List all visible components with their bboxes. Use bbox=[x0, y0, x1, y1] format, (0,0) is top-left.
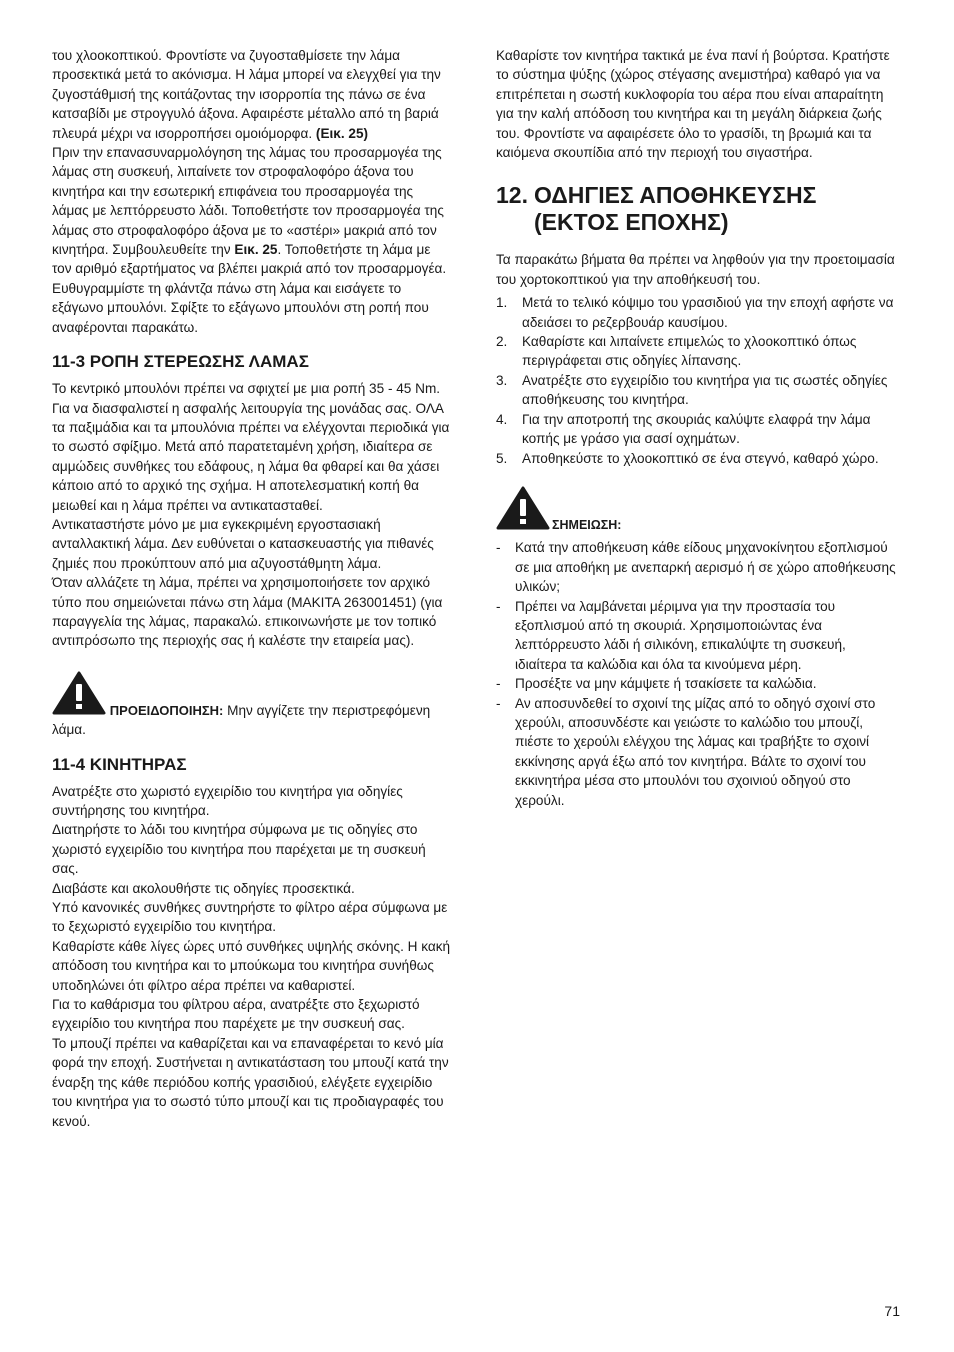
paragraph bbox=[52, 143, 452, 337]
figure-reference: Εικ. 25 bbox=[234, 242, 278, 258]
paragraph: Το μπουζί πρέπει να καθαρίζεται και να επαναφέρεται το κενό μία φορά την εποχή. Συστήνεται η αντικατάσταση του μπουζί κατά την έναρξη της κάθε περιόδου κοπής γρασιδιού, ελέγξετε εγχειρίδιο του κινητήρα για το σωστό τύπο μπουζί και τις προδιαγραφές του κενού. bbox=[52, 1035, 449, 1129]
storage-steps-list bbox=[496, 293, 900, 468]
right-column bbox=[496, 46, 900, 810]
section-heading-11-4: 11-4 ΚΙΝΗΤΗΡΑΣ bbox=[52, 754, 187, 774]
warning-triangle-icon bbox=[52, 671, 106, 720]
figure-reference: (Εικ. 25) bbox=[315, 125, 369, 141]
list-text: Ανατρέξτε στο εγχειρίδιο του κινητήρα για τις σωστές οδηγίες αποθήκευσης του κινητήρα. bbox=[522, 372, 888, 408]
paragraph: Διαβάστε και ακολουθήστε τις οδηγίες προσεκτικά. bbox=[52, 880, 355, 896]
paragraph-text: του χλοοκοπτικού. Φροντίστε να ζυγοσταθμίσετε την λάμα προσεκτικά μετά το ακόνισμα. Η λάμα μπορεί να ελεγχθεί για την ζυγοστάθμισή της κοιτάζοντας την ισορροπία της πάνω σε ένα κατσαβίδι με στρογγυλό άξονα. Αφαιρέστε μέταλλο από τη βαριά πλευρά μέχρι να ισορροπήσει ομοιόμορφα. bbox=[52, 48, 441, 141]
list-dash: - bbox=[496, 540, 501, 556]
list-text: Μετά το τελικό κόψιμο του γρασιδιού για την εποχή αφήστε να αδειάσει το ρεζερβουάρ καυσίμου. bbox=[522, 295, 894, 330]
paragraph: Το κεντρικό μπουλόνι πρέπει να σφιχτεί με μια ροπή 35 - 45 Nm. Για να διασφαλιστεί η ασφαλής λειτουργία της μονάδας σας. ΟΛΑ τα παξιμάδια και τα μπουλόνια πρέπει να ελέγχονται περιοδικά για το σωστό σφίξιμο. Μετά από παρατεταμένη χρήση, ιδιαίτερα σε αμμώδεις συνθήκες του εδάφους, η λάμα θα φθαρεί και θα χάσει κάποιο από το αρχικό της σχήμα. Η αποτελεσματική κοπή θα μειωθεί και η λάμα πρέπει να αντικατασταθεί. bbox=[52, 381, 450, 513]
paragraph: Όταν αλλάζετε τη λάμα, πρέπει να χρησιμοποιήσετε τον αρχικό τύπο που σημειώνεται πάνω στη λάμα (MAKITA 263001451) (για παραγγελία της λάμας, παρακαλώ. επικοινωνήστε με τον τοπικό αντιπρόσωπο της περιοχής σας ή καλέστε την εταιρεία μας). bbox=[52, 575, 443, 649]
note-list bbox=[496, 538, 900, 810]
list-item bbox=[496, 410, 900, 449]
paragraph: Τα παρακάτω βήματα θα πρέπει να ληφθούν για την προετοιμασία του χορτοκοπτικού για την αποθήκευσή του. bbox=[496, 252, 895, 287]
warning-block bbox=[52, 671, 452, 740]
warning-label: ΠΡΟΕΙΔΟΠΟΙΗΣΗ: bbox=[109, 702, 224, 718]
warning-triangle-icon bbox=[496, 486, 550, 535]
list-item bbox=[496, 597, 900, 675]
paragraph: Αντικαταστήστε μόνο με μια εγκεκριμένη εργοστασιακή ανταλλακτική λάμα. Δεν ευθύνεται ο κατασκευαστής για πιθανές ζημιές που προκύπτουν από μια αζυγοστάθμητη λάμα. bbox=[52, 516, 434, 571]
list-number: 4. bbox=[496, 411, 508, 427]
list-number: 5. bbox=[496, 450, 508, 466]
list-text: Προσέξτε να μην κάμψετε ή τσακίσετε τα καλώδια. bbox=[515, 676, 817, 692]
section-title-line: (ΕΚΤΟΣ ΕΠΟΧΗΣ) bbox=[534, 209, 729, 236]
warning-text: Μην αγγίζετε την περιστρεφόμενη λάμα. bbox=[52, 702, 431, 738]
paragraph bbox=[52, 46, 452, 143]
paragraph: Διατηρήστε το λάδι του κινητήρα σύμφωνα με τις οδηγίες στο χωριστό εγχειρίδιο του κινητήρα που παρέχεται με τη συσκευή σας. bbox=[52, 822, 426, 877]
paragraph: Καθαρίστε τον κινητήρα τακτικά με ένα πανί ή βούρτσα. Κρατήστε το σύστημα ψύξης (χώρος στέγασης ανεμιστήρα) καθαρό για να επιτρέπεται η σωστή κυκλοφορία του αέρα που είναι απαραίτητη για την καλή απόδοση του κινητήρα και τη μεγάλη διάρκεια ζωής του. Φροντίστε να αφαιρέσετε όλο το γρασίδι, τη βρωμιά και τα καιόμενα σκουπίδια από την περιοχή του σιγαστήρα. bbox=[496, 48, 890, 161]
section-heading-11-3: 11-3 ΡΟΠΗ ΣΤΕΡΕΩΣΗΣ ΛΑΜΑΣ bbox=[52, 352, 309, 372]
section-number: 12. bbox=[496, 182, 528, 209]
note-block bbox=[496, 486, 900, 810]
list-dash: - bbox=[496, 676, 501, 692]
section-heading-12 bbox=[496, 182, 900, 236]
list-text: Αν αποσυνδεθεί το σχοινί της μίζας από το οδηγό σχοινί στο χερούλι, αποσυνδέστε και γειώστε το καλώδιο του μπουζί, πιέστε το χερούλι ελέγχου της λάμας και τραβήξτε το σχοινί εκκίνησης αργά έξω από τον κινητήρα. Βάλτε το σχοινί του εκκινητήρα μέσα στο μπουλόνι του σχοινιού οδηγού στο χερούλι. bbox=[515, 695, 876, 808]
list-item bbox=[496, 371, 900, 410]
list-number: 1. bbox=[496, 295, 508, 311]
paragraph: Ανατρέξτε στο χωριστό εγχειρίδιο του κινητήρα για οδηγίες συντήρησης του κινητήρα. bbox=[52, 783, 403, 818]
list-dash: - bbox=[496, 695, 501, 711]
paragraph: Καθαρίστε κάθε λίγες ώρες υπό συνθήκες υψηλής σκόνης. Η κακή απόδοση του κινητήρα και το μπούκωμα του κινητήρα συνήθως υποδηλώνει ότι φίλτρο αέρα πρέπει να καθαριστεί. bbox=[52, 938, 451, 993]
list-item bbox=[496, 674, 900, 693]
list-text: Αποθηκεύστε το χλοοκοπτικό σε ένα στεγνό, καθαρό χώρο. bbox=[522, 450, 879, 466]
paragraph: Για το καθάρισμα του φίλτρου αέρα, ανατρέξτε στο ξεχωριστό εγχειρίδιο του κινητήρα που παρέχετε με την συσκευή σας. bbox=[52, 997, 420, 1032]
list-text: Κατά την αποθήκευση κάθε είδους μηχανοκίνητου εξοπλισμού σε μια αποθήκη με ανεπαρκή αερισμό ή σε χώρο αποθήκευσης υλικών; bbox=[515, 540, 896, 595]
list-item bbox=[496, 332, 900, 371]
paragraph: Υπό κανονικές συνθήκες συντηρήστε το φίλτρο αέρα σύμφωνα με το ξεχωριστό εγχειρίδιο του κινητήρα. bbox=[52, 900, 448, 935]
list-text: Καθαρίστε και λιπαίνετε επιμελώς το χλοοκοπτικό όπως περιγράφεται στις οδηγίες λίπανσης. bbox=[522, 334, 857, 369]
list-item bbox=[496, 694, 900, 810]
list-item bbox=[496, 449, 900, 468]
section-title-line: ΟΔΗΓΙΕΣ ΑΠΟΘΗΚΕΥΣΗΣ bbox=[534, 182, 817, 209]
list-dash: - bbox=[496, 598, 501, 614]
note-label: ΣΗΜΕΙΩΣΗ: bbox=[552, 517, 622, 532]
page-number: 71 bbox=[884, 1303, 900, 1319]
list-item bbox=[496, 538, 900, 596]
list-number: 3. bbox=[496, 372, 508, 388]
paragraph-text: Πριν την επανασυναρμολόγηση της λάμας του προσαρμογέα της λάμας στη συσκευή, λιπαίνετε τον στροφαλοφόρο άξονα του κινητήρα και την εσωτερική επιφάνεια του προσαρμογέα της λάμας με λεπτόρρευστο λάδι. Τοποθετήστε τον προσαρμογέα της λάμας στο στροφαλοφόρο άξονα με το «αστέρι» μακριά από τον κινητήρα. Συμβουλευθείτε την bbox=[52, 145, 444, 258]
list-text: Πρέπει να λαμβάνεται μέριμνα για την προστασία του εξοπλισμού από τη σκουριά. Χρησιμοποιώντας ένα λεπτόρρευστο λάδι ή σιλικόνη, επικαλύψτε τη συσκευή, ιδιαίτερα τα καλώδια και όλα τα κινούμενα μέρη. bbox=[515, 598, 846, 672]
paragraph-text: . Τοποθετήστε τη λάμα με τον αριθμό εξαρτήματος να βλέπει μακριά από τον προσαρμογέα. Ευθυγραμμίστε τη φλάντζα πάνω στη λάμα και εισάγετε το εξάγωνο μπουλόνι. Σφίξτε το εξάγωνο μπουλόνι στη ροπή που αναφέρονται παρακάτω. bbox=[52, 242, 447, 335]
list-number: 2. bbox=[496, 334, 508, 350]
list-text: Για την αποτροπή της σκουριάς καλύψτε ελαφρά την λάμα κοπής με γράσο για σασί οχημάτων. bbox=[522, 411, 871, 447]
left-column bbox=[52, 46, 452, 1131]
list-item bbox=[496, 293, 900, 332]
